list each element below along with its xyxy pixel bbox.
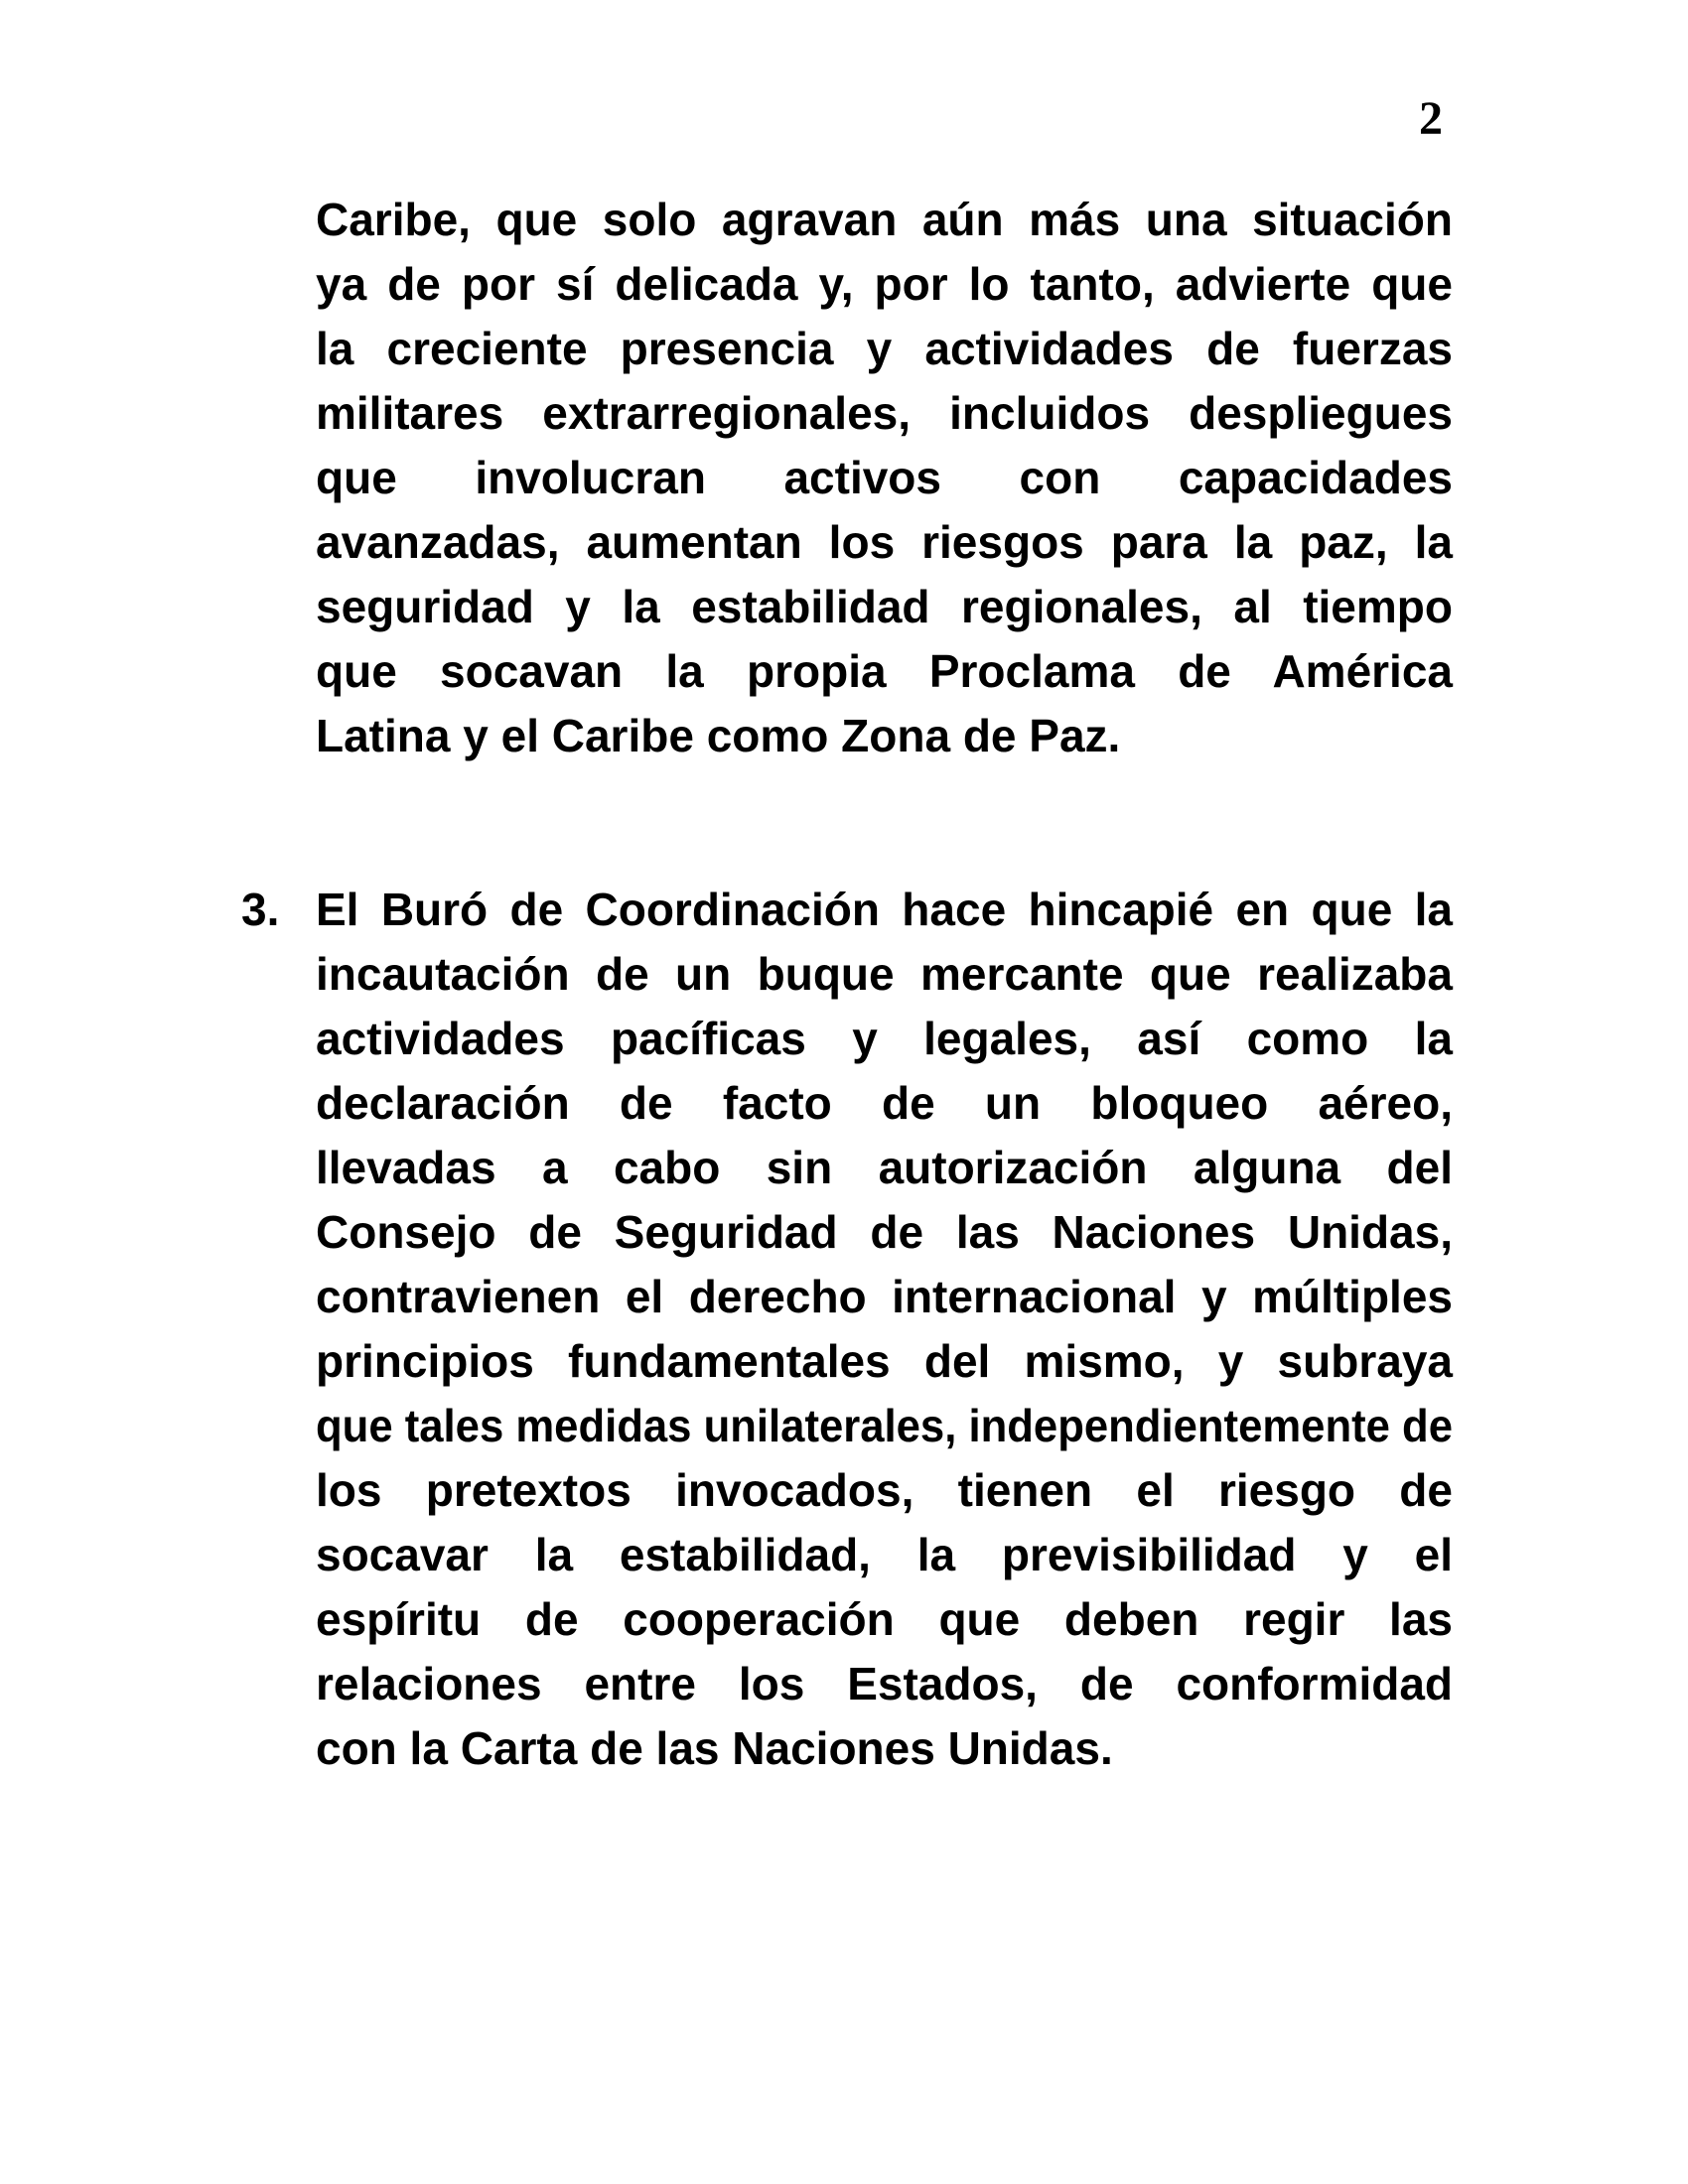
text-line: Latina y el Caribe como Zona de Paz. [316,710,1121,761]
page-number: 2 [1419,92,1443,145]
text-line: actividades pacíficas y legales, así como la [316,1013,1453,1064]
text-line: Caribe, que solo agravan aún más una situación [316,194,1453,245]
text-line: los pretextos invocados, tienen el riesgo de [316,1464,1453,1516]
text-line: la creciente presencia y actividades de fuerzas [316,323,1453,374]
text-line: El Buró de Coordinación hace hincapié en que la [316,884,1453,935]
text-line: militares extrarregionales, incluidos despliegues [316,387,1453,439]
text-line: avanzadas, aumentan los riesgos para la paz, la [316,516,1453,568]
list-marker-3: 3. [241,884,280,935]
text-line: declaración de facto de un bloqueo aéreo, [316,1077,1453,1129]
list-item-3-paragraph [316,878,1453,1781]
text-line: ya de por sí delicada y, por lo tanto, advierte que [316,258,1453,310]
text-line: socavar la estabilidad, la previsibilidad y el [316,1529,1453,1580]
paragraph-continuation [316,188,1453,768]
text-line: incautación de un buque mercante que realizaba [316,948,1453,1000]
text-line: relaciones entre los Estados, de conformidad [316,1658,1453,1709]
text-line: principios fundamentales del mismo, y subraya [316,1335,1453,1387]
text-line: que involucran activos con capacidades [316,452,1453,503]
text-line: seguridad y la estabilidad regionales, al tiempo [316,581,1453,632]
text-line: llevadas a cabo sin autorización alguna del [316,1142,1453,1193]
text-line: que tales medidas unilaterales, independientemente de [316,1400,1453,1451]
text-line: espíritu de cooperación que deben regir las [316,1593,1453,1645]
text-line: Consejo de Seguridad de las Naciones Unidas, [316,1206,1453,1258]
text-line: contravienen el derecho internacional y múltiples [316,1271,1453,1322]
text-line: con la Carta de las Naciones Unidas. [316,1722,1113,1774]
text-line: que socavan la propia Proclama de América [316,645,1453,697]
